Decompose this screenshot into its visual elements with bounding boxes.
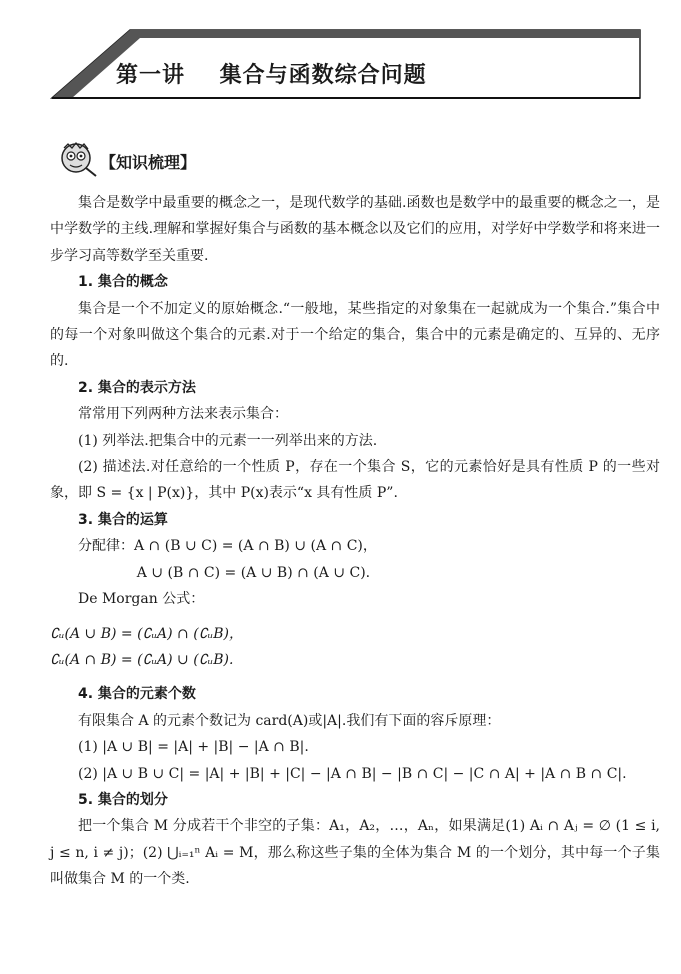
inclusion-exclusion-2: (2) |A ∪ B ∪ C| = |A| + |B| + |C| − |A ∩ B| − |B ∩ C| − |C ∩ A| + |A ∩ B ∩ C|. — [78, 765, 627, 782]
distributive-law-1: 分配律：A ∩ (B ∪ C) = (A ∩ B) ∪ (A ∩ C)， — [78, 538, 377, 555]
chapter-title — [116, 58, 427, 89]
intro-paragraph: 集合是数学中最重要的概念之一，是现代数学的基础.函数也是数学中的最重要的概念之一，是中学数学的主线.理解和掌握好集合与函数的基本概念以及它们的应用，对学好中学数学和将来进一步学习高等数学至关重要. — [50, 195, 660, 264]
heading-set-operations: 3. 集合的运算 — [78, 511, 168, 528]
chapter-name: 集合与函数综合问题 — [219, 63, 427, 88]
de-morgan-formula-1: ∁ᵤ(A ∪ B) = (∁ᵤA) ∩ (∁ᵤB)， — [50, 625, 243, 642]
inclusion-exclusion-1: (1) |A ∪ B| = |A| + |B| − |A ∩ B|. — [78, 739, 309, 756]
de-morgan-label: De Morgan 公式： — [78, 591, 205, 608]
heading-set-partition: 5. 集合的划分 — [78, 791, 168, 808]
chapter-number: 第一讲 — [116, 63, 186, 88]
page-content — [50, 190, 660, 893]
de-morgan-formula-2: ∁ᵤ(A ∩ B) = (∁ᵤA) ∪ (∁ᵤB). — [50, 651, 234, 668]
partition-paragraph: 把一个集合 M 分成若干个非空的子集：A₁，A₂，…，Aₙ，如果满足(1) Aᵢ ∩ Aⱼ = ∅ (1 ≤ i, j ≤ n, i ≠ j)；(2) ⋃ᵢ₌₁ⁿ Aᵢ = M，那么称这些子集的全体为集合 M 的一个划分，其中每一个子集叫做集合 M 的一个类. — [50, 818, 660, 888]
distributive-law-2: A ∪ (B ∩ C) = (A ∪ B) ∩ (A ∪ C). — [136, 564, 371, 581]
chapter-header-banner — [0, 0, 681, 110]
heading-set-representation: 2. 集合的表示方法 — [78, 379, 196, 396]
enumeration-method: (1) 列举法.把集合中的元素一一列举出来的方法. — [78, 432, 378, 449]
element-count-paragraph: 有限集合 A 的元素个数记为 card(A)或|A|.我们有下面的容斥原理： — [78, 712, 501, 729]
thinking-figure-icon — [58, 140, 100, 180]
section-label: 【知识梳理】 — [100, 153, 197, 172]
description-method: (2) 描述法.对任意给的一个性质 P，存在一个集合 S，它的元素恰好是具有性质 P 的一些对象，即 S = {x | P(x)}，其中 P(x)表示“x 具有性质 P”. — [50, 459, 660, 502]
heading-element-count: 4. 集合的元素个数 — [78, 686, 196, 703]
representation-intro: 常常用下列两种方法来表示集合： — [78, 406, 288, 423]
set-concept-paragraph: 集合是一个不加定义的原始概念.“一般地，某些指定的对象集在一起就成为一个集合.”集合中的每一个对象叫做这个集合的元素.对于一个给定的集合，集合中的元素是确定的、互异的、无序的. — [50, 300, 660, 370]
heading-set-concept: 1. 集合的概念 — [78, 274, 168, 291]
